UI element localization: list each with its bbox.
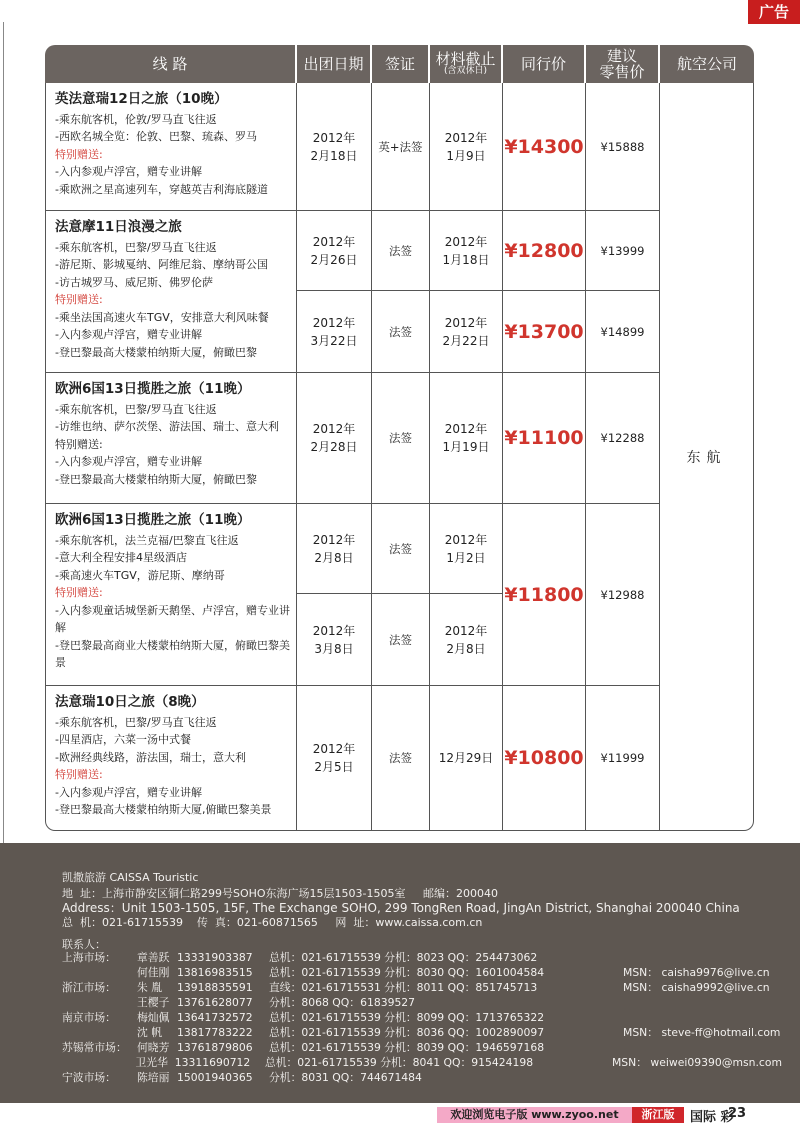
contact-market: 浙江市场： — [62, 981, 116, 994]
contact-mobile: 13816983515 — [177, 966, 253, 979]
deadline-date — [430, 373, 503, 504]
contact-msn — [623, 950, 782, 965]
gift-label: 特别赠送: — [55, 147, 103, 161]
depart-year: 2012年 — [312, 532, 356, 547]
route-line: -游尼斯、影城戛纳、阿维尼翁、摩纳哥公国 — [55, 258, 268, 271]
trade-price: ¥14300 — [503, 83, 586, 211]
table-header-row — [45, 45, 754, 83]
depart-date — [297, 211, 372, 291]
contact-row — [62, 965, 782, 980]
header-retail-price — [586, 45, 660, 83]
trade-price: ¥11800 — [503, 504, 586, 686]
contact-msn: MSN： caisha9976@live.cn — [623, 966, 770, 979]
trade-price: ¥10800 — [503, 686, 586, 831]
deadline-day: 2月8日 — [446, 641, 486, 656]
gift-line: -乘欧洲之星高速列车，穿越英吉利海底隧道 — [55, 182, 268, 196]
contact-details: 总机：021-61715539 分机：8041 QQ：915424198 — [264, 1056, 534, 1069]
depart-date — [297, 504, 372, 594]
website-promo[interactable]: 欢迎浏览电子版 www.zyoo.net — [437, 1107, 632, 1123]
section-label: 国际 彩 — [690, 1110, 734, 1125]
gift-line: -入内参观童话城堡新天鹅堡、卢浮宫，赠专业讲解 — [55, 603, 290, 634]
deadline-date — [430, 83, 503, 211]
header-visa: 签证 — [372, 45, 430, 83]
depart-date — [297, 373, 372, 504]
contact-name: 陈培丽 — [137, 1071, 170, 1084]
route-line: -乘东航客机，巴黎/罗马直飞往返 — [55, 715, 217, 729]
table-row — [45, 211, 754, 291]
contact-msn: MSN： steve-ff@hotmail.com — [623, 1026, 781, 1039]
contact-name: 王樱子 — [137, 996, 170, 1009]
depart-date — [297, 594, 372, 686]
depart-day: 2月18日 — [310, 148, 358, 163]
visa-type: 法签 — [372, 211, 430, 291]
edition-badge: 浙江版 — [632, 1107, 684, 1123]
contact-row — [62, 1025, 782, 1040]
route-line: -乘东航客机，巴黎/罗马直飞往返 — [55, 240, 217, 254]
contact-name: 朱 胤 — [137, 981, 163, 994]
trade-price: ¥12800 — [503, 211, 586, 291]
airline-cell: 东航 — [660, 83, 754, 831]
depart-date — [297, 83, 372, 211]
depart-day: 2月28日 — [310, 440, 358, 454]
deadline-date — [430, 211, 503, 291]
address-en: Address：Unit 1503-1505, 15F, The Exchange SOHO, 299 TongRen Road, JingAn District, Shanghai 200040 China — [62, 901, 740, 915]
gift-line: -登巴黎最高大楼蒙柏纳斯大厦，俯瞰巴黎 — [55, 345, 257, 359]
visa-type: 英+法签 — [372, 83, 430, 211]
contact-mobile: 13641732572 — [177, 1011, 253, 1024]
depart-day: 2月26日 — [310, 252, 358, 267]
gift-line: -入内参观卢浮宫，赠专业讲解 — [55, 165, 202, 178]
header-trade-price: 同行价 — [503, 45, 586, 83]
gift-line: -乘坐法国高速火车TGV，安排意大利风味餐 — [55, 310, 269, 324]
visa-type: 法签 — [372, 686, 430, 831]
phone-line: 总 机：021-61715539 传 真：021-60871565 网 址：www.caissa.com.cn — [62, 916, 483, 929]
ad-label: 广告 — [748, 0, 800, 24]
gift-label: 特别赠送: — [55, 293, 103, 306]
contact-mobile: 15001940365 — [177, 1071, 253, 1084]
gift-label: 特别赠送: — [55, 586, 103, 599]
route-title: 法意摩11日浪漫之旅 — [55, 219, 182, 235]
header-deadline — [430, 45, 503, 83]
page-number: 23 — [728, 1106, 747, 1121]
route-line: -欧洲经典线路，游法国，瑞士，意大利 — [55, 750, 246, 764]
deadline-day: 2月22日 — [442, 333, 490, 348]
contact-mobile: 13311690712 — [174, 1056, 251, 1069]
contact-row — [62, 1040, 782, 1055]
contact-msn — [623, 995, 782, 1010]
contact-details: 分机：8031 QQ：744671484 — [269, 1071, 422, 1084]
contact-row — [62, 1070, 782, 1085]
header-route: 线 路 — [45, 45, 297, 83]
contact-details: 总机：021-61715539 分机：8036 QQ：1002890097 — [269, 1026, 545, 1039]
depart-day: 2月5日 — [314, 760, 354, 774]
contact-market: 苏锡常市场： — [62, 1041, 127, 1054]
route-title: 欧洲6国13日揽胜之旅（11晚） — [55, 381, 251, 397]
depart-day: 3月8日 — [314, 641, 354, 656]
deadline-year: 2012年 — [444, 315, 488, 330]
contact-market: 上海市场： — [62, 951, 116, 964]
contact-row — [62, 980, 782, 995]
contact-msn: MSN： weiwei09390@msn.com — [611, 1056, 782, 1069]
contact-footer — [0, 843, 800, 1103]
route-line: -访古城罗马、威尼斯、佛罗伦萨 — [55, 275, 213, 289]
gift-line: -入内参观卢浮宫，赠专业讲解 — [55, 785, 202, 799]
table-row — [45, 504, 754, 594]
contact-msn — [623, 1010, 782, 1025]
contact-market — [62, 1055, 136, 1070]
contact-market — [62, 995, 137, 1010]
contact-details: 总机：021-61715539 分机：8023 QQ：254473062 — [269, 951, 538, 964]
deadline-date — [430, 291, 503, 373]
retail-price: ¥13999 — [586, 211, 660, 291]
deadline-day: 1月9日 — [446, 148, 486, 163]
route-line: -西欧名城全览：伦敦、巴黎、琉森、罗马 — [55, 130, 257, 143]
contact-row — [62, 1055, 782, 1070]
header-deadline-label: 材料截止 — [435, 49, 496, 68]
route-line: -乘东航客机，法兰克福/巴黎直飞往返 — [55, 533, 239, 547]
contact-mobile: 13761879806 — [177, 1041, 253, 1054]
deadline-year: 2012年 — [444, 623, 488, 638]
retail-price: ¥15888 — [586, 83, 660, 211]
route-line: -意大利全程安排4星级酒店 — [55, 551, 187, 564]
gift-label: 特别赠送: — [55, 437, 103, 451]
contact-details: 总机：021-61715539 分机：8099 QQ：1713765322 — [269, 1011, 545, 1024]
contact-msn — [623, 1070, 782, 1085]
company-name: 凯撒旅游 CAISSA Touristic — [62, 871, 199, 884]
contact-name: 章善跃 — [137, 951, 170, 964]
route-cell — [45, 686, 297, 831]
contact-mobile: 13817783222 — [177, 1026, 253, 1039]
depart-year: 2012年 — [312, 315, 356, 330]
table-row — [45, 686, 754, 831]
gift-line: -登巴黎最高商业大楼蒙柏纳斯大厦，俯瞰巴黎美景 — [55, 638, 290, 669]
deadline-year: 2012年 — [444, 130, 488, 145]
address-cn: 地 址：上海市静安区铜仁路299号SOHO东海广场15层1503-1505室 邮编：200040 — [62, 887, 498, 900]
route-title: 欧洲6国13日揽胜之旅（11晚） — [55, 512, 251, 528]
table-row — [45, 373, 754, 504]
gift-line: -登巴黎最高大楼蒙柏纳斯大厦,俯瞰巴黎美景 — [55, 803, 272, 816]
deadline-year: 2012年 — [444, 422, 488, 436]
visa-type: 法签 — [372, 594, 430, 686]
contact-name: 何佳刚 — [137, 966, 170, 979]
deadline-date — [430, 504, 503, 594]
contacts-list — [62, 950, 782, 1085]
deadline-day: 1月19日 — [442, 440, 490, 454]
retail-price: ¥12288 — [586, 373, 660, 504]
visa-type: 法签 — [372, 291, 430, 373]
gift-line: -入内参观卢浮宫，赠专业讲解 — [55, 455, 202, 468]
contact-details: 总机：021-61715539 分机：8030 QQ：1601004584 — [269, 966, 545, 979]
trade-price: ¥13700 — [503, 291, 586, 373]
contact-msn: MSN： caisha9992@live.cn — [623, 981, 770, 994]
contact-name: 沈 帆 — [137, 1026, 163, 1039]
deadline-year: 2012年 — [444, 234, 488, 249]
route-cell — [45, 373, 297, 504]
retail-price: ¥14899 — [586, 291, 660, 373]
contact-market: 南京市场： — [62, 1011, 116, 1024]
contact-market — [62, 1025, 137, 1040]
route-line: -乘东航客机，伦敦/罗马直飞往返 — [55, 112, 217, 126]
depart-year: 2012年 — [312, 130, 356, 145]
depart-date — [297, 686, 372, 831]
gift-line: -入内参观卢浮宫，赠专业讲解 — [55, 328, 202, 341]
deadline-date: 12月29日 — [430, 686, 503, 831]
route-line: -乘高速火车TGV，游尼斯、摩纳哥 — [55, 568, 225, 582]
route-cell — [45, 211, 297, 373]
tour-price-table — [45, 45, 754, 831]
gift-line: -登巴黎最高大楼蒙柏纳斯大厦，俯瞰巴黎 — [55, 472, 257, 486]
route-cell — [45, 83, 297, 211]
contact-details: 分机：8068 QQ：61839527 — [269, 996, 416, 1009]
visa-type: 法签 — [372, 504, 430, 594]
depart-year: 2012年 — [312, 623, 356, 638]
contact-market — [62, 965, 137, 980]
contact-details: 总机：021-61715539 分机：8039 QQ：1946597168 — [269, 1041, 545, 1054]
route-cell — [45, 504, 297, 686]
deadline-date — [430, 594, 503, 686]
page-footer-bar — [0, 1103, 800, 1123]
deadline-day: 1月18日 — [442, 252, 490, 267]
depart-year: 2012年 — [312, 742, 356, 756]
contact-name: 何晓芳 — [137, 1041, 170, 1054]
header-retail-line2: 零售价 — [599, 63, 645, 81]
contact-msn — [623, 1040, 782, 1055]
deadline-day: 1月2日 — [446, 550, 486, 565]
contact-row — [62, 995, 782, 1010]
contact-mobile: 13331903387 — [177, 951, 253, 964]
route-line: -四星酒店，六菜一汤中式餐 — [55, 733, 191, 746]
route-title: 英法意瑞12日之旅（10晚） — [55, 91, 228, 107]
contacts-title: 联系人： — [62, 938, 106, 951]
header-retail-line1: 建议 — [606, 46, 637, 65]
contact-details: 直线：021-61715531 分机：8011 QQ：851745713 — [269, 981, 538, 994]
contact-mobile: 13761628077 — [177, 996, 253, 1009]
table-row — [45, 83, 754, 211]
contact-market: 宁波市场： — [62, 1071, 116, 1084]
gift-label: 特别赠送: — [55, 768, 103, 781]
depart-day: 3月22日 — [310, 333, 358, 348]
contact-row — [62, 950, 782, 965]
depart-year: 2012年 — [312, 234, 356, 249]
route-line: -乘东航客机，巴黎/罗马直飞往返 — [55, 402, 217, 416]
contact-name: 卫光华 — [135, 1056, 168, 1069]
contact-row — [62, 1010, 782, 1025]
contact-mobile: 13918835591 — [177, 981, 253, 994]
retail-price: ¥12988 — [586, 504, 660, 686]
header-depart-date: 出团日期 — [297, 45, 372, 83]
visa-type: 法签 — [372, 373, 430, 504]
retail-price: ¥11999 — [586, 686, 660, 831]
header-airline: 航空公司 — [660, 45, 754, 83]
header-deadline-note: (含双休日) — [443, 66, 488, 77]
depart-date — [297, 291, 372, 373]
deadline-year: 2012年 — [444, 532, 488, 547]
trade-price: ¥11100 — [503, 373, 586, 504]
depart-year: 2012年 — [312, 422, 356, 436]
route-line: -访维也纳、萨尔茨堡、游法国、瑞士、意大利 — [55, 420, 279, 433]
contact-name: 梅灿佩 — [137, 1011, 170, 1024]
route-title: 法意瑞10日之旅（8晚） — [55, 694, 205, 710]
depart-day: 2月8日 — [314, 550, 354, 565]
